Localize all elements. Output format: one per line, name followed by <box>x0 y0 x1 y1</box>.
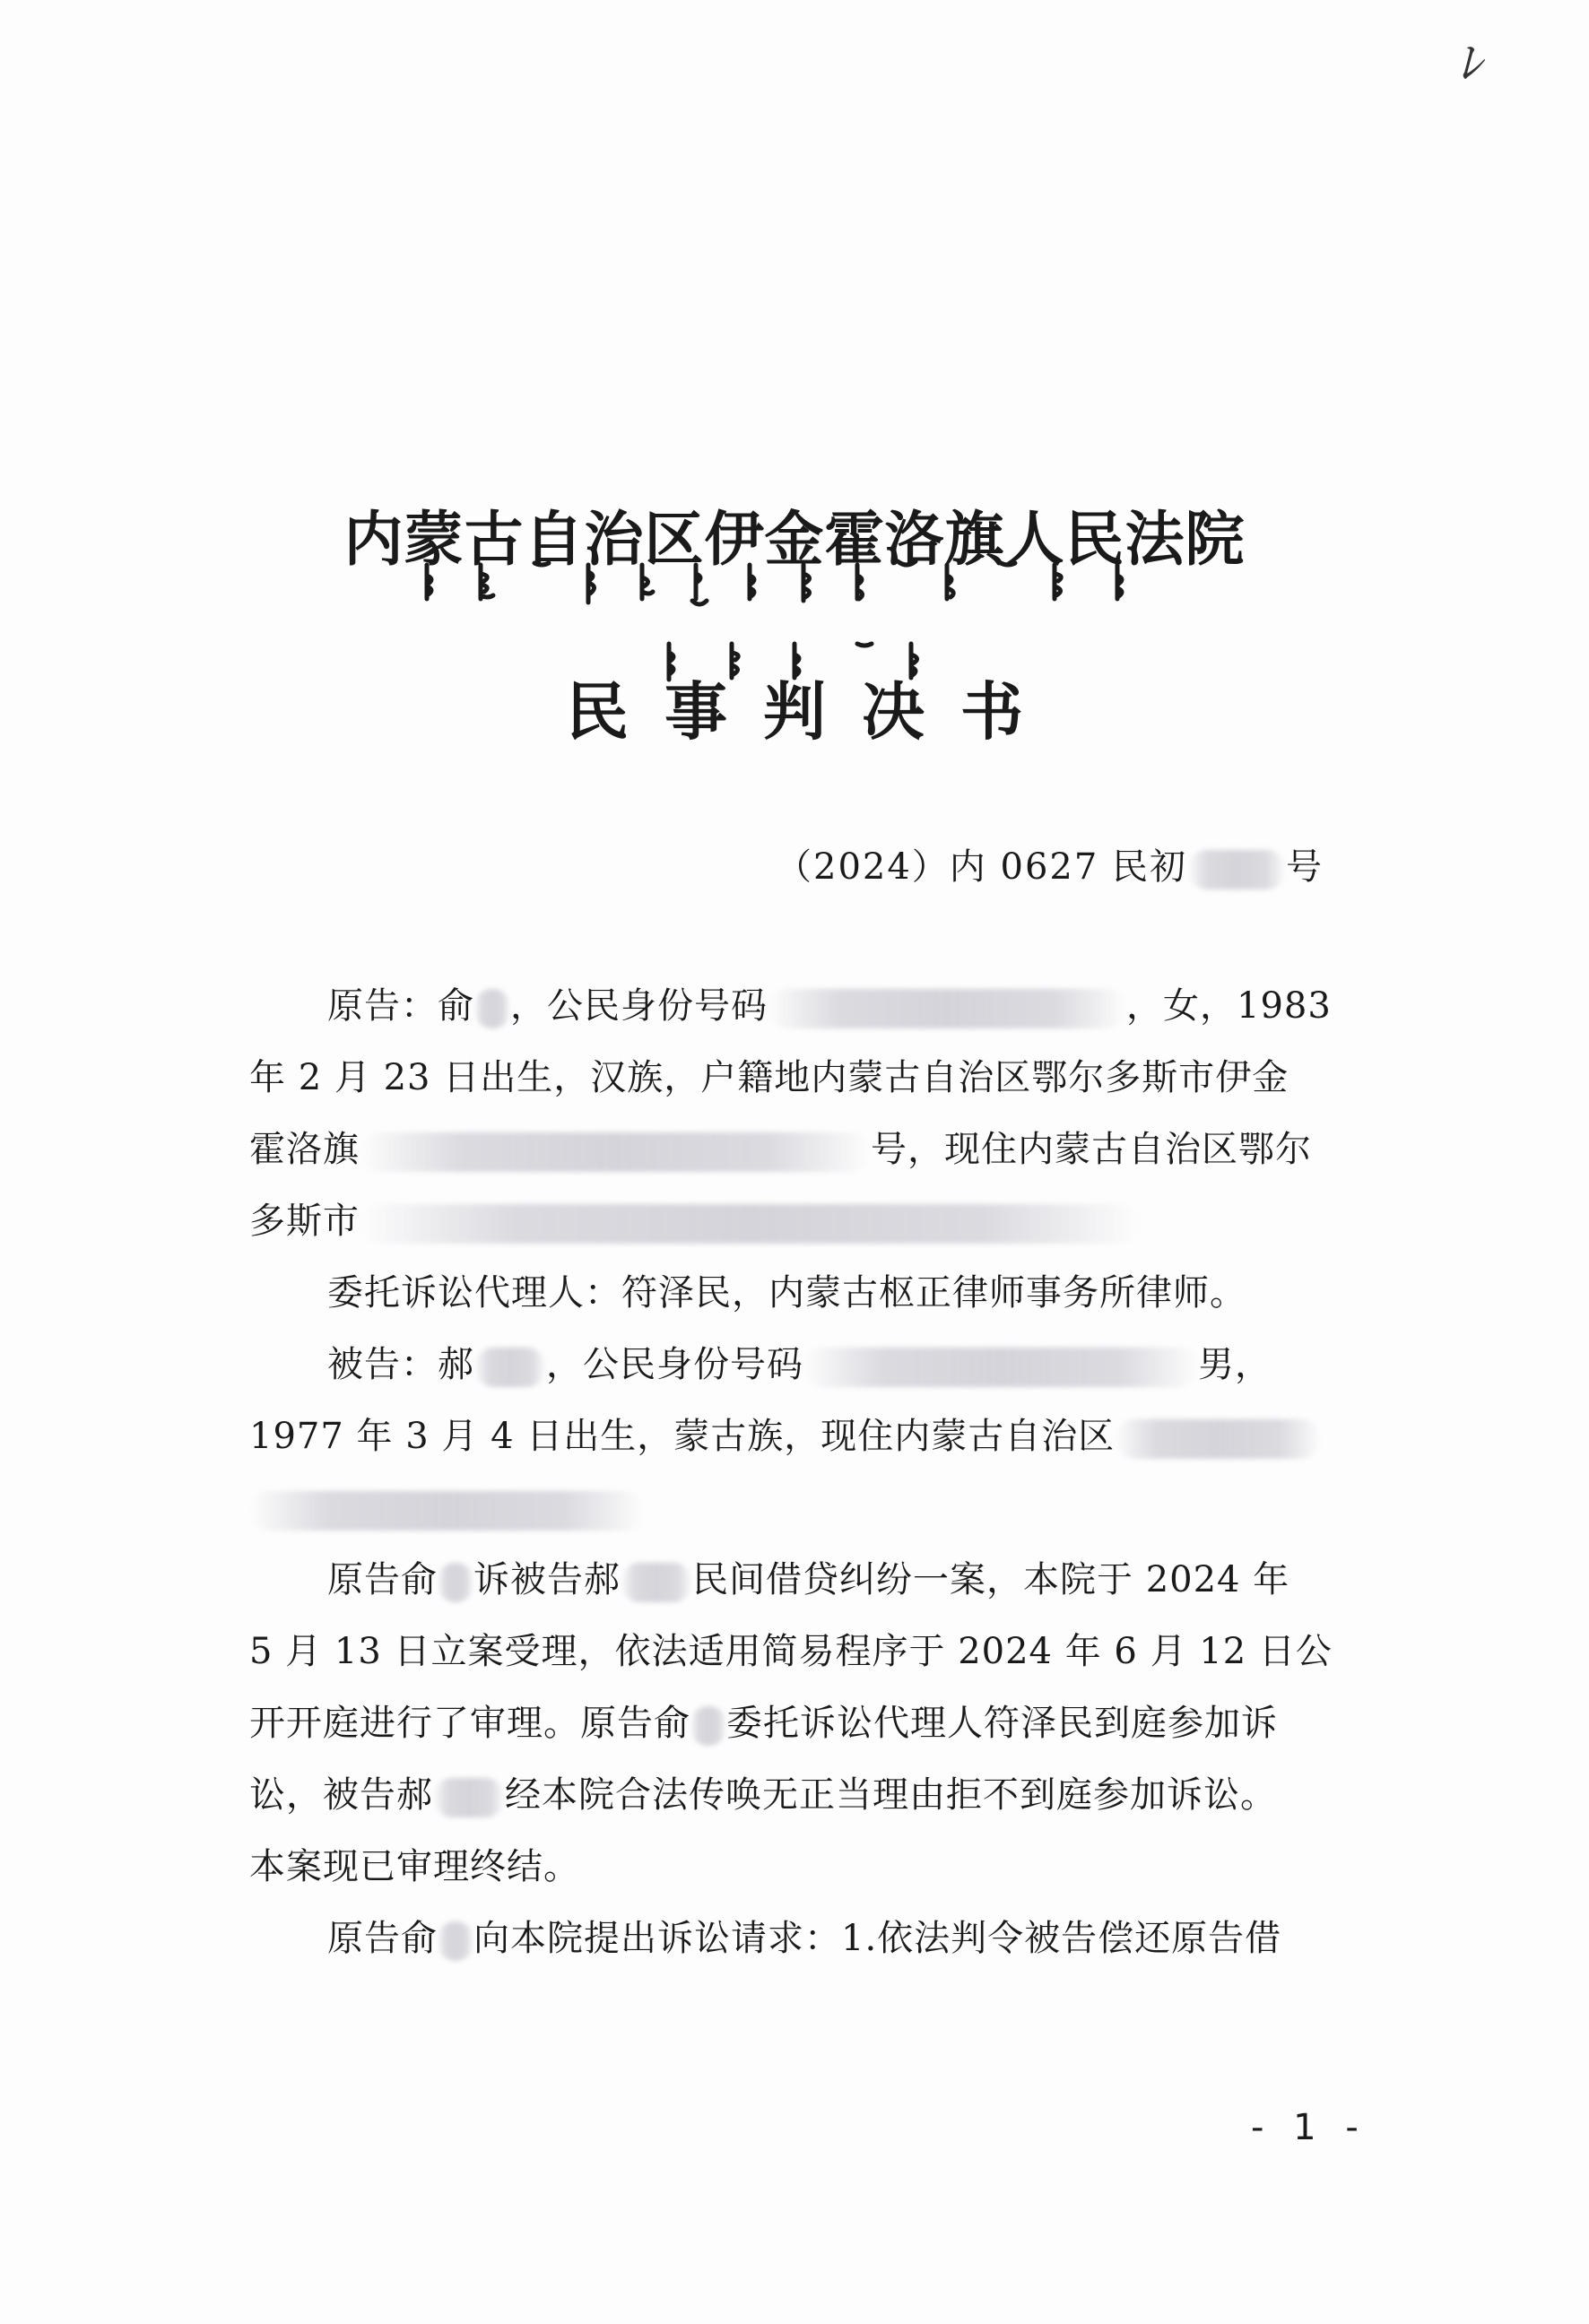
redaction <box>621 1563 692 1602</box>
summary-line-3: 开开庭进行了审理。原告俞 委托诉讼代理人符泽民到庭参加诉 <box>249 1703 1278 1744</box>
redaction <box>438 1563 473 1602</box>
plaintiff-line-4: 多斯市 <box>249 1185 1140 1257</box>
redaction <box>360 1132 871 1172</box>
redaction <box>360 1204 1140 1244</box>
redaction <box>1115 1419 1321 1459</box>
claims-line-1: 原告俞 向本院提出诉讼请求：1.依法判令被告偿还原告借 <box>327 1918 1282 1959</box>
court-name: 内蒙古自治区伊金霍洛旗人民法院 <box>343 504 1246 574</box>
redaction <box>433 1778 505 1817</box>
case-number <box>776 838 1324 889</box>
redaction <box>1187 850 1286 889</box>
redaction <box>768 989 1126 1028</box>
corner-handwritten-mark: ﾚ <box>1457 35 1481 91</box>
summary-line-2: 5 月 13 日立案受理，依法适用简易程序于 2024 年 6 月 12 日公 <box>249 1631 1333 1672</box>
redaction <box>474 989 510 1028</box>
redaction <box>474 1348 546 1387</box>
agent-line: 委托诉讼代理人：符泽民，内蒙古枢正律师事务所律师。 <box>327 1272 1246 1314</box>
summary-line-5: 本案现已审理终结。 <box>249 1846 580 1887</box>
document-title: 民事判决书 <box>566 674 1059 749</box>
mongolian-court-name <box>0 556 1589 610</box>
plaintiff-line-2: 年 2 月 23 日出生，汉族，户籍地内蒙古自治区鄂尔多斯市伊金 <box>249 1057 1289 1098</box>
redaction <box>690 1706 726 1746</box>
redaction <box>249 1491 644 1531</box>
summary-line-1: 原告俞 诉被告郝 民间借贷纠纷一案，本院于 2024 年 <box>327 1559 1290 1600</box>
page-number: - 1 - <box>1251 2107 1368 2148</box>
redaction <box>438 1921 473 1961</box>
summary-line-4: 讼，被告郝 经本院合法传唤无正当理由拒不到庭参加诉讼。 <box>249 1774 1277 1816</box>
plaintiff-line-1: 原告：俞 ，公民身份号码 ，女，1983 <box>327 985 1332 1027</box>
case-number-suffix: 号 <box>1286 846 1324 888</box>
defendant-line-2: 1977 年 3 月 4 日出生，蒙古族，现住内蒙古自治区 <box>249 1400 1321 1472</box>
defendant-line-3 <box>249 1472 644 1544</box>
case-number-prefix: （2024）内 0627 民初 <box>776 846 1188 888</box>
redaction <box>803 1348 1198 1387</box>
plaintiff-line-3: 霍洛旗 号，现住内蒙古自治区鄂尔 <box>249 1129 1312 1170</box>
defendant-line-1: 被告：郝 ，公民身份号码 男， <box>327 1344 1272 1385</box>
